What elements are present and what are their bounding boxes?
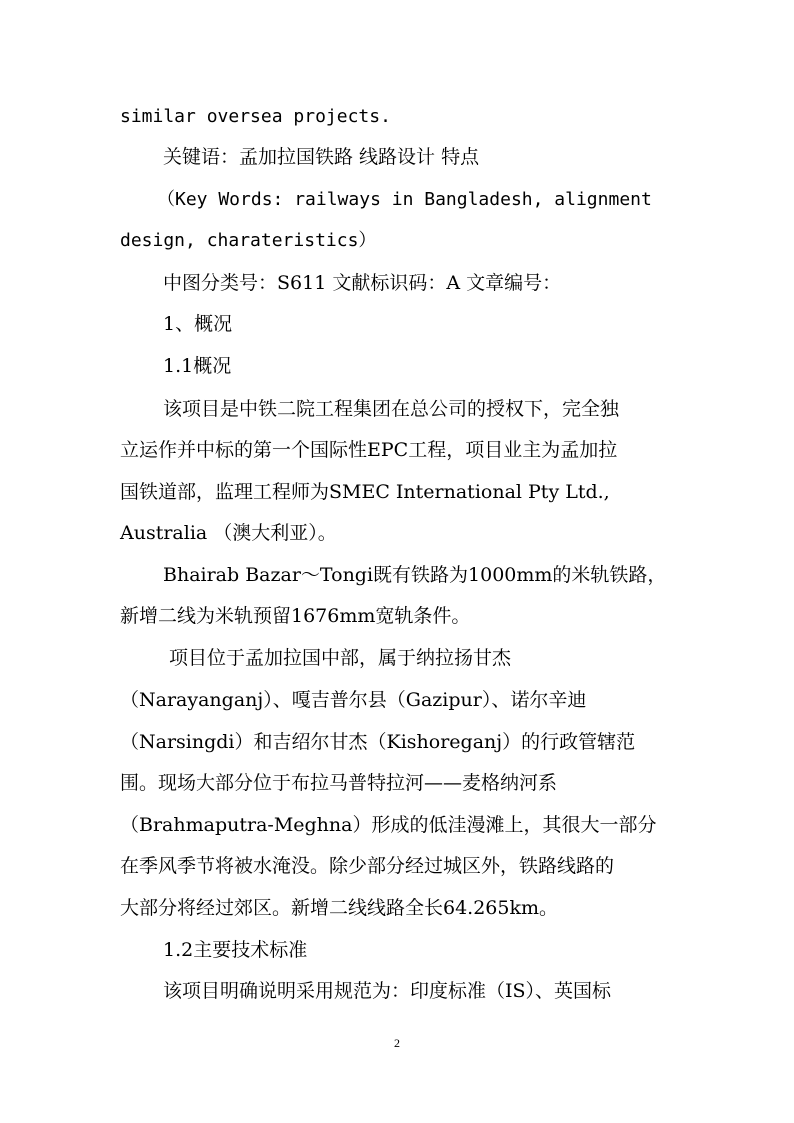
paragraph-line: （Narayanganj）、嘎吉普尔县（Gazipur）、诺尔辛迪 xyxy=(120,689,587,711)
text-line: similar oversea projects. xyxy=(120,106,391,127)
keywords-english-line: （Key Words: railways in Bangladesh, alignment xyxy=(157,189,652,210)
subsection-heading: 1.2主要技术标准 xyxy=(163,939,308,961)
paragraph-line: （Narsingdi）和吉绍尔甘杰（Kishoreganj）的行政管辖范 xyxy=(120,731,636,753)
paragraph-line: 项目位于孟加拉国中部，属于纳拉扬甘杰 xyxy=(163,647,512,669)
paragraph-line: 该项目是中铁二院工程集团在总公司的授权下，完全独 xyxy=(163,398,620,420)
section-heading: 1、概况 xyxy=(163,313,233,335)
paragraph-line: Bhairab Bazar～Tongi既有铁路为1000mm的米轨铁路， xyxy=(163,564,667,586)
paragraph-line: Australia （澳大利亚）。 xyxy=(120,522,337,544)
paragraph-line: 围。现场大部分位于布拉马普特拉河——麦格纳河系 xyxy=(120,772,558,794)
paragraph-line: 大部分将经过郊区。新增二线线路全长64.265km。 xyxy=(120,897,559,919)
keywords-line: 关键语：孟加拉国铁路 线路设计 特点 xyxy=(163,146,480,168)
paragraph-line: 在季风季节将被水淹没。除少部分经过城区外，铁路线路的 xyxy=(120,855,615,877)
paragraph-line: 国铁道部，监理工程师为SMEC International Pty Ltd., xyxy=(120,481,610,503)
subsection-heading: 1.1概况 xyxy=(163,355,232,377)
paragraph-line: （Brahmaputra-Meghna）形成的低洼漫滩上，其很大一部分 xyxy=(120,814,657,836)
page-number: 2 xyxy=(394,1036,400,1050)
paragraph-line: 该项目明确说明采用规范为：印度标准（IS）、英国标 xyxy=(163,980,612,1002)
paragraph-line: 新增二线为米轨预留1676mm宽轨条件。 xyxy=(120,605,471,627)
paragraph-line: 立运作并中标的第一个国际性EPC工程，项目业主为孟加拉 xyxy=(120,439,618,461)
classification-line: 中图分类号：S611 文献标识码：A 文章编号： xyxy=(163,272,562,294)
keywords-english-line-2: design, charateristics） xyxy=(120,230,377,251)
